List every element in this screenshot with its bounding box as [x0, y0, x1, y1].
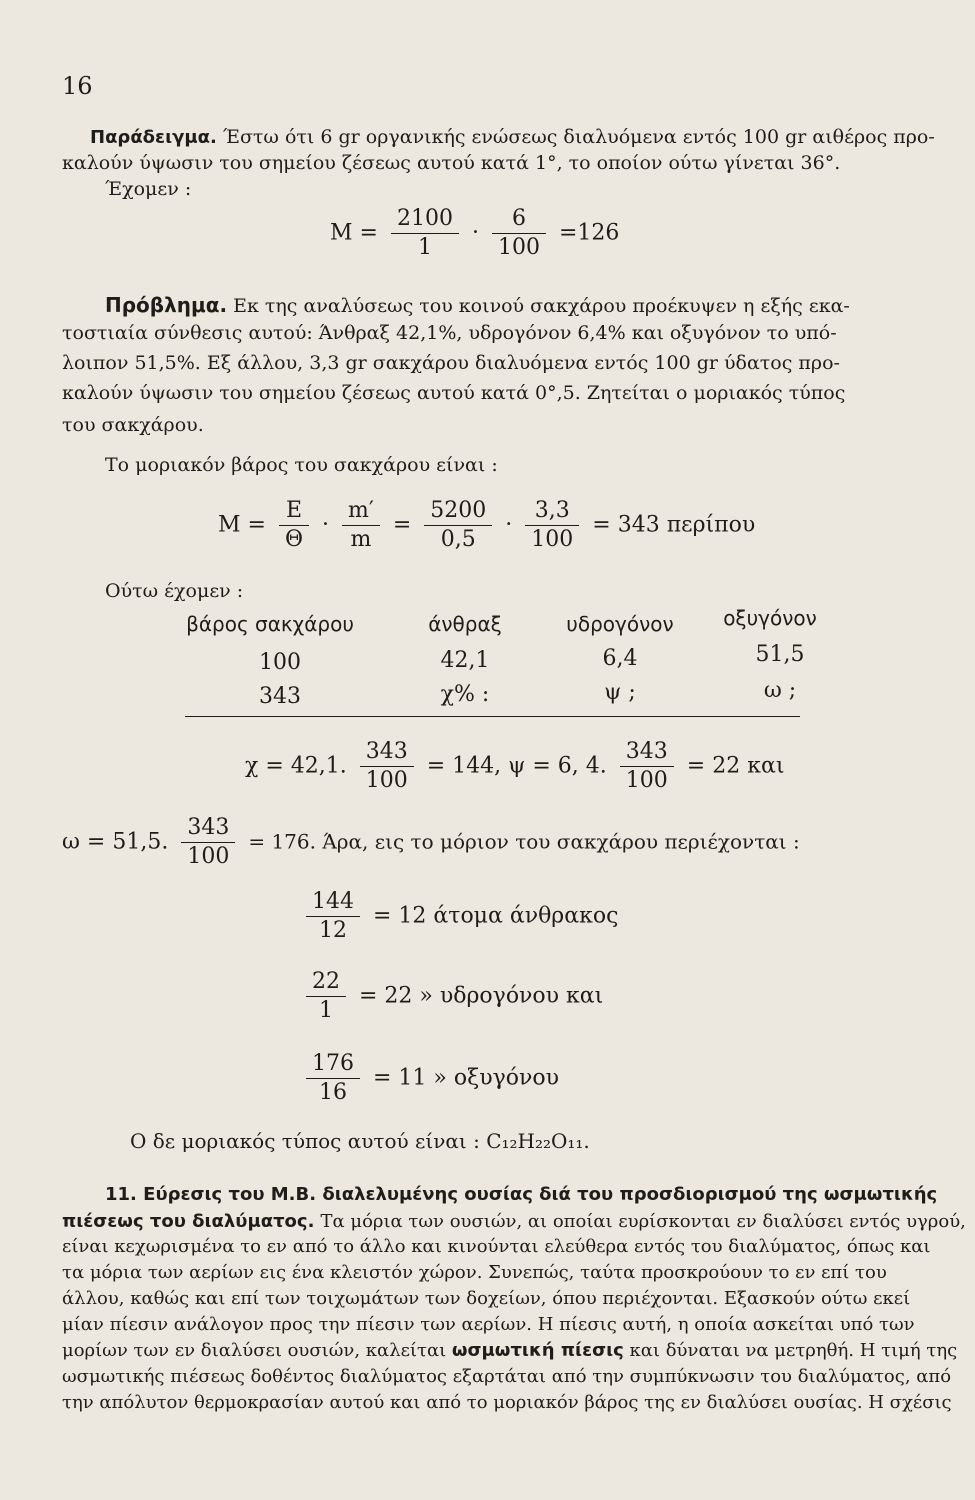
- atoms-hydrogen-text: = 22 » υδρογόνου και: [359, 983, 604, 1009]
- frac-den: 12: [319, 918, 347, 943]
- atoms-carbon: [300, 888, 618, 945]
- atoms-oxygen-text: = 11 » οξυγόνου: [373, 1065, 559, 1091]
- section11-line3: τα μόρια των αερίων εις ένα κλειστόν χώρον. Συνεπώς, ταύτα προσκρούουν το εν επί του: [62, 1262, 887, 1283]
- table-cell: 42,1: [440, 648, 490, 673]
- frac-den: 1: [417, 235, 432, 260]
- frac-den: m: [350, 527, 372, 552]
- section11-line2: είναι κεχωρισμένα το εν από το άλλο και κινούνται ελεύθερα εντός του διαλύματος, όπως και: [62, 1236, 931, 1257]
- outo-echomen: Ούτω έχομεν :: [105, 580, 244, 602]
- frac-num: 144: [306, 888, 360, 917]
- eq2-rhs: = 343 περίπου: [592, 512, 756, 538]
- col-header-carbon: άνθραξ: [428, 612, 502, 636]
- table-cell: 51,5: [755, 642, 805, 667]
- fraction-mprime-m: [342, 497, 380, 554]
- eq2-lhs: M =: [218, 512, 266, 538]
- fraction-176-16: [306, 1050, 360, 1107]
- frac-den: 16: [319, 1080, 347, 1105]
- example-label: Παράδειγμα.: [90, 127, 217, 148]
- problem-text1: Εκ της αναλύσεως του κοινού σακχάρου προέκυψεν η εξής εκα-: [233, 295, 850, 317]
- example-equation: [330, 205, 619, 262]
- frac-num: 22: [306, 968, 346, 997]
- example-text2: καλούν ύψωσιν του σημείου ζέσεως αυτού κατά 1°, το οποίον ούτω γίνεται 36°.: [62, 152, 841, 174]
- chi-rhs: = 22 και: [686, 753, 785, 779]
- table-cell: χ% :: [440, 682, 490, 707]
- fraction-343-100: [620, 738, 674, 795]
- problem-line5: του σακχάρου.: [62, 414, 204, 436]
- atoms-oxygen: [300, 1050, 559, 1107]
- problem-label: Πρόβλημα.: [105, 293, 228, 317]
- dot: ·: [322, 512, 329, 538]
- chi-psi-equation: [245, 738, 784, 795]
- frac-num: 2100: [391, 205, 459, 234]
- fraction-33-100: [525, 497, 579, 554]
- section11-text1: Τα μόρια των ουσιών, αι οποίαι ευρίσκονται εν διαλύσει εντός υγρού,: [320, 1211, 966, 1232]
- frac-den: 100: [531, 527, 574, 552]
- mw-equation: [218, 497, 755, 554]
- fraction-22-1: [306, 968, 346, 1025]
- frac-num: 343: [181, 814, 235, 843]
- frac-num: 3,3: [525, 497, 579, 526]
- fraction-6-100: [492, 205, 546, 262]
- formula-line: [130, 1128, 590, 1154]
- example-echomen: Έχομεν :: [105, 178, 192, 200]
- omega-rhs: = 176. Άρα, εις το μόριον του σακχάρου περιέχονται :: [248, 829, 800, 854]
- frac-num: 343: [620, 738, 674, 767]
- example-text1: Έστω ότι 6 gr οργανικής ενώσεως διαλυόμενα εντός 100 gr αιθέρος προ-: [222, 126, 935, 148]
- col-header-oxygen: οξυγόνον: [723, 606, 817, 630]
- dot: ·: [505, 512, 513, 538]
- section11-line7: ωσμωτικής πιέσεως δοθέντος διαλύματος εξαρτάται από την συμπύκνωσιν του διαλύματος, από: [62, 1366, 952, 1387]
- fraction-2100-1: [391, 205, 459, 262]
- mw-intro: Το μοριακόν βάρος του σακχάρου είναι :: [105, 454, 498, 476]
- fraction-343-100: [360, 738, 414, 795]
- problem-line2: τοστιαία σύνθεσις αυτού: Άνθραξ 42,1%, υδρογόνον 6,4% και οξυγόνον το υπό-: [62, 322, 837, 344]
- equals: =: [392, 512, 412, 538]
- section11-line4: άλλου, καθώς και επί των τοιχωμάτων των δοχείων, όπου περιέχονται. Εξασκούν ούτω εκεί: [62, 1288, 911, 1309]
- table-cell: 6,4: [602, 646, 638, 671]
- atoms-hydrogen: [300, 968, 603, 1025]
- section11-line6: [62, 1338, 957, 1364]
- col-header-sugar: βάρος σακχάρου: [186, 612, 354, 636]
- table-cell: 100: [259, 650, 301, 675]
- section11-heading: 11. Εύρεσις του Μ.Β. διαλελυμένης ουσίας διά του προσδιορισμού της ωσμωτικής: [105, 1184, 938, 1205]
- section11-line1: [62, 1208, 966, 1235]
- problem-line1: [105, 292, 850, 319]
- frac-num: 176: [306, 1050, 360, 1079]
- omega-equation: [62, 814, 800, 871]
- omega-lhs: ω = 51,5.: [62, 829, 169, 855]
- problem-line4: καλούν ύψωσιν του σημείου ζέσεως αυτού κατά 0°,5. Ζητείται ο μοριακός τύπος: [62, 382, 846, 404]
- fraction-343-100: [181, 814, 235, 871]
- col-header-hydrogen: υδρογόνον: [566, 612, 674, 636]
- section11-line5: μίαν πίεσιν ανάλογον προς την πίεσιν των αερίων. Η πίεσις αυτή, η οποία ασκείται υπό των: [62, 1314, 915, 1335]
- atoms-carbon-text: = 12 άτομα άνθρακος: [373, 903, 619, 929]
- fraction-E-theta: [279, 497, 309, 554]
- problem-line3: λοιπον 51,5%. Εξ άλλου, 3,3 gr σακχάρου διαλυόμενα εντός 100 gr ύδατος προ-: [62, 352, 840, 374]
- osmotic-pressure-term: ωσμωτική πίεσις: [451, 1340, 624, 1361]
- section11-text6a: μορίων των εν διαλύσει ουσιών, καλείται: [62, 1340, 447, 1361]
- fraction-144-12: [306, 888, 360, 945]
- section11-text6c: και δύναται να μετρηθή. Η τιμή της: [629, 1340, 958, 1361]
- frac-den: Θ: [284, 527, 303, 552]
- frac-den: 100: [497, 235, 540, 260]
- chi-lhs: χ = 42,1.: [245, 753, 347, 779]
- fraction-5200-05: [424, 497, 492, 554]
- dot: ·: [471, 220, 479, 246]
- table-cell: ψ ;: [604, 680, 636, 705]
- frac-den: 100: [625, 768, 668, 793]
- molecular-formula: C₁₂H₂₂O₁₁.: [486, 1129, 590, 1153]
- frac-num: 5200: [424, 497, 492, 526]
- eq1-lhs: M =: [330, 220, 378, 246]
- table-cell: 343: [259, 684, 301, 709]
- chi-mid: = 144, ψ = 6, 4.: [426, 753, 607, 779]
- frac-den: 100: [187, 844, 230, 869]
- frac-num: 6: [492, 205, 546, 234]
- eq1-rhs: =126: [558, 220, 620, 246]
- example-line1: [90, 124, 935, 151]
- section11-line8: την απόλυτον θερμοκρασίαν αυτού και από το μοριακόν βάρος της εν διαλύσει ουσίας. Η σχέσις: [62, 1392, 952, 1413]
- frac-den: 0,5: [440, 527, 476, 552]
- page-number: 16: [62, 72, 93, 100]
- frac-den: 1: [319, 998, 333, 1023]
- frac-num: E: [279, 497, 309, 526]
- formula-text: Ο δε μοριακός τύπος αυτού είναι :: [130, 1129, 480, 1153]
- frac-den: 100: [365, 768, 408, 793]
- table-rule: [185, 716, 800, 717]
- table-cell: ω ;: [763, 678, 797, 703]
- section11-heading2: πιέσεως του διαλύματος.: [62, 1211, 315, 1232]
- frac-num: 343: [360, 738, 414, 767]
- frac-num: m′: [342, 497, 380, 526]
